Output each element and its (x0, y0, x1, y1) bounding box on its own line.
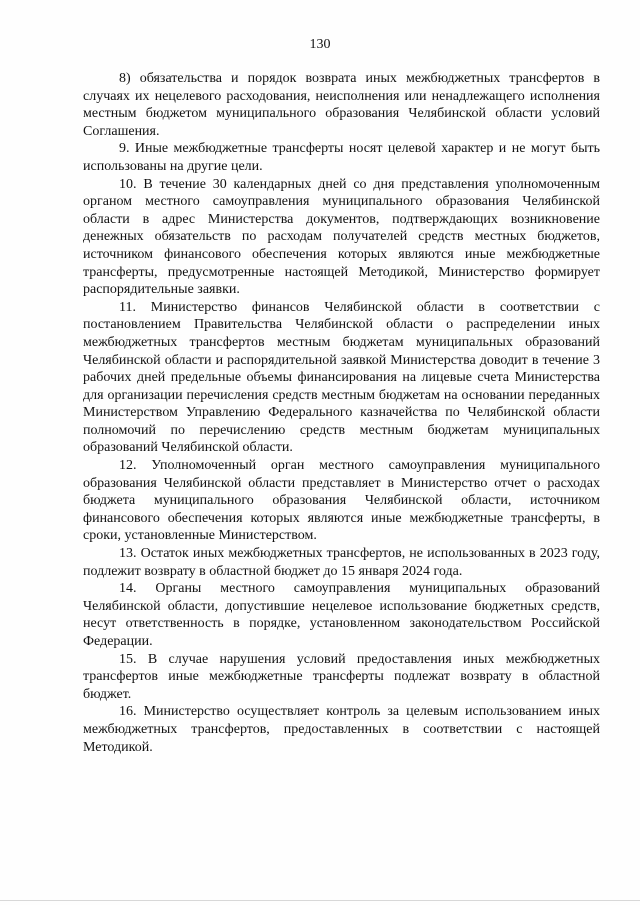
paragraph-item-13: 13. Остаток иных межбюджетных трансфертов, не использованных в 2023 году, подлежит возврату в областной бюджет до 15 января 2024 года. (83, 546, 600, 579)
paragraph-item-16: 16. Министерство осуществляет контроль за целевым использованием иных межбюджетных трансфертов, предоставленных в соответствии с настоящей Методикой. (83, 704, 600, 755)
paragraph-item-12: 12. Уполномоченный орган местного самоуправления муниципального образования Челябинской области представляет в Министерство отчет о расходах бюджета муниципального образования Челябинской области, источником финансового обеспечения которых являются иные межбюджетные трансферты, в сроки, установленные Министерством. (83, 458, 600, 544)
paragraph-item-10: 10. В течение 30 календарных дней со дня представления уполномоченным органом местного самоуправления муниципального образования Челябинской области в адрес Министерства документов, подтверждающих возникновение денежных обязательств по расходам получателей средств местных бюджетов, источником финансового обеспечения которых являются иные межбюджетные трансферты, предусмотренные настоящей Методикой, Министерство формирует распорядительные заявки. (83, 176, 600, 298)
document-body (83, 70, 600, 756)
paragraph-item-15: 15. В случае нарушения условий предоставления иных межбюджетных трансфертов иные межбюджетные трансферты подлежат возврату в областной бюджет. (83, 651, 600, 702)
paragraph-item-11: 11. Министерство финансов Челябинской области в соответствии с постановлением Правительства Челябинской области о распределении иных межбюджетных трансфертов местным бюджетам муниципальных образований Челябинской области и распорядительной заявкой Министерства доводит в течение 3 рабочих дней предельные объемы финансирования на лицевые счета Министерства для организации перечисления средств местным бюджетам на основании переданных Министерством Управлению Федерального казначейства по Челябинской области полномочий по перечислению средств местным бюджетам муниципальных образований Челябинской области. (83, 299, 600, 456)
paragraph-item-14: 14. Органы местного самоуправления муниципальных образований Челябинской области, допустившие нецелевое использование бюджетных средств, несут ответственность в порядке, установленном законодательством Российской Федерации. (83, 581, 600, 649)
paragraph-item-9: 9. Иные межбюджетные трансферты носят целевой характер и не могут быть использованы на другие цели. (83, 141, 600, 174)
paragraph-item-8: 8) обязательства и порядок возврата иных межбюджетных трансфертов в случаях их нецелевого расходования, неисполнения или ненадлежащего исполнения местным бюджетом муниципального образования Челябинской области условий Соглашения. (83, 71, 600, 139)
page-number: 130 (309, 37, 331, 52)
page-bottom-edge (0, 900, 640, 901)
